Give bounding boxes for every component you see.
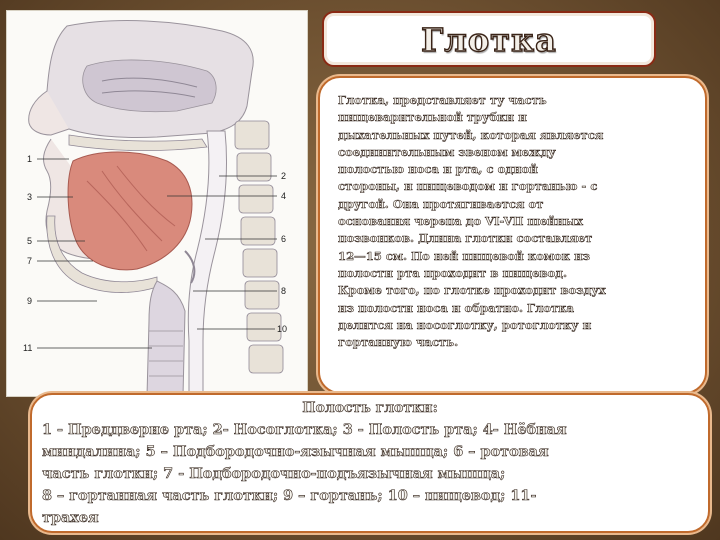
label-4: 4 [281, 191, 287, 201]
label-7: 7 [27, 256, 33, 266]
label-1: 1 [27, 154, 33, 164]
legend-title: Полость глотки: [302, 400, 438, 416]
label-8: 8 [281, 286, 287, 296]
description-text: Глотка, представляет ту часть пищеварительной трубки и дыхательных путей, которая является соединительным звеном между полостью носа и рта, с одной стороны, и пищеводом и гортанью - с другой. Она протягивается от основания черепа до VI-VII шейных позвонков. Длина глотки составляет 12—15 см. По ней пищевой комок из полости рта проходит в пищевод. Кроме того, по глотке проходит воздух из полости носа и обратно. Глотка делится на носоглотку, ротоглотку и гортанную часть. [338, 93, 606, 350]
label-5: 5 [27, 236, 33, 246]
title-box [322, 11, 656, 67]
label-10: 10 [277, 324, 288, 334]
legend-box [30, 393, 710, 533]
page-title: Глотка [421, 21, 557, 59]
label-9: 9 [27, 296, 33, 306]
description-box [318, 76, 707, 394]
anatomy-figure [6, 10, 308, 397]
label-6: 6 [281, 234, 287, 244]
label-2: 2 [281, 171, 287, 181]
pharynx-sagittal-section-illustration [7, 11, 307, 396]
label-3: 3 [27, 192, 33, 202]
label-11: 11 [23, 343, 33, 353]
legend-text: 1 - Преддверие рта; 2- Носоглотка; 3 - Полость рта; 4- Нёбная миндалина; 5 – Подбородочно-язычная мышца; 6 – ротовая часть глотки; 7 - Подбородочно-подъязычная мышца; 8 – гортанная часть глотки; 9 – гортань; 10 – пищевод; 11- трахея [42, 421, 567, 526]
